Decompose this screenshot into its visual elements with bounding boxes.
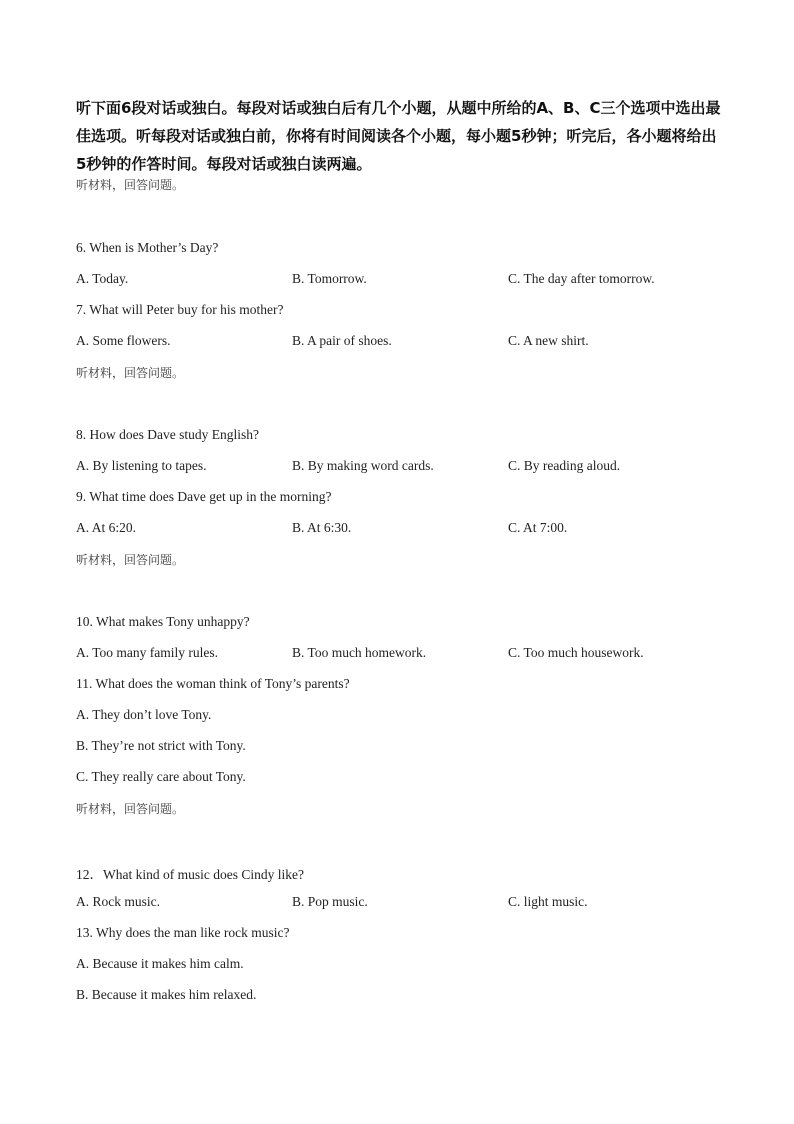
question-10-option-b: B. Too much homework. [292,645,427,660]
question-13: 13. Why does the man like rock music? [76,925,290,940]
question-11-option-c: C. They really care about Tony. [76,769,246,784]
question-7: 7. What will Peter buy for his mother? [76,302,284,317]
question-7-option-a: A. Some flowers. [76,333,171,348]
question-6-option-b: B. Tomorrow. [292,271,367,286]
listening-prompt: 听材料，回答问题。 [76,366,185,380]
question-12-option-b: B. Pop music. [292,894,368,909]
question-12: 12．What kind of music does Cindy like? [76,867,304,882]
question-8-option-a: A. By listening to tapes. [76,458,207,473]
question-11: 11. What does the woman think of Tony’s parents? [76,676,350,691]
question-10: 10. What makes Tony unhappy? [76,614,250,629]
question-11-option-a: A. They don’t love Tony. [76,707,212,722]
question-7-option-c: C. A new shirt. [508,333,589,348]
question-13-option-b: B. Because it makes him relaxed. [76,987,257,1002]
question-8: 8. How does Dave study English? [76,427,259,442]
question-12-option-a: A. Rock music. [76,894,160,909]
question-9-option-b: B. At 6:30. [292,520,352,535]
section-instructions: 听下面6段对话或独白。每段对话或独白后有几个小题，从题中所给的A、B、C三个选项中选出最佳选项。听每段对话或独白前，你将有时间阅读各个小题，每小题5秒钟；听完后，各小题将给出5秒钟的作答时间。每段对话或独白读两遍。 [76,99,721,173]
listening-prompt: 听材料，回答问题。 [76,802,185,816]
question-12-option-c: C. light music. [508,894,588,909]
question-6: 6. When is Mother’s Day? [76,240,219,255]
question-10-option-c: C. Too much housework. [508,645,644,660]
question-9-option-c: C. At 7:00. [508,520,568,535]
listening-prompt: 听材料，回答问题。 [76,553,185,567]
question-8-option-c: C. By reading aloud. [508,458,621,473]
question-7-option-b: B. A pair of shoes. [292,333,392,348]
question-8-option-b: B. By making word cards. [292,458,434,473]
question-9-option-a: A. At 6:20. [76,520,137,535]
listening-prompt: 听材料，回答问题。 [76,178,185,192]
question-10-option-a: A. Too many family rules. [76,645,219,660]
question-11-option-b: B. They’re not strict with Tony. [76,738,246,753]
question-6-option-c: C. The day after tomorrow. [508,271,655,286]
question-9: 9. What time does Dave get up in the morning? [76,489,332,504]
question-13-option-a: A. Because it makes him calm. [76,956,244,971]
question-6-option-a: A. Today. [76,271,129,286]
